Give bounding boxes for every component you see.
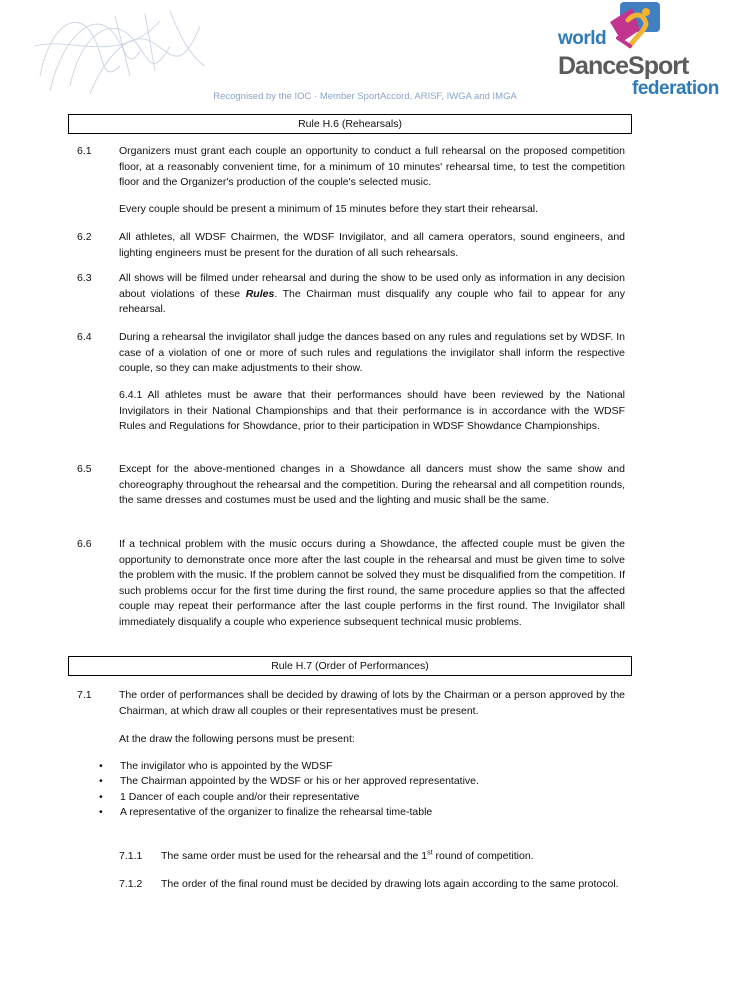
subitem-number: 7.1.2 (119, 878, 143, 890)
paragraph-6-1: Organizers must grant each couple an opportunity to conduct a full rehearsal on the proposed competition floor, at a reasonably convenient time, for a minimum of 10 minutes' rehearsal time, to test the competition floor and the Organizer's production of the couple's selected music. (119, 145, 625, 188)
logo-dancesport-text: DanceSport (558, 52, 689, 80)
item-number: 6.6 (77, 538, 92, 550)
paragraph-7-1: The order of performances shall be decided by drawing of lots by the Chairman or a person approved by the Chairman, at which draw all couples or their representatives must be present. (119, 689, 625, 717)
item-number: 6.3 (77, 272, 92, 284)
paragraph-6-3 (119, 271, 625, 318)
paragraph-6-3-text-after: . The Chairman must disqualify any couple who fail to appear for any rehearsal. (119, 287, 626, 315)
dancer-emblem-icon (600, 2, 662, 54)
paragraph-6-4: During a rehearsal the invigilator shall judge the dances based on any rules and regulations set by WDSF. In case of a violation of one or more of such rules and regulations the invigilator shall inform the respective couple, so they can make adjustments to their show. (119, 331, 625, 374)
bullet-item: The invigilator who is appointed by the WDSF (120, 760, 333, 772)
paragraph-7-1-1 (161, 849, 625, 865)
bullet-item: The Chairman appointed by the WDSF or his or her approved representative. (120, 775, 479, 787)
ordinal-superscript: st (427, 849, 433, 857)
recognition-line: Recognised by the IOC · Member SportAccord, ARISF, IWGA and IMGA (213, 91, 517, 102)
draw-intro: At the draw the following persons must be present: (119, 733, 355, 745)
paragraph-6-5: Except for the above-mentioned changes in a Showdance all dancers must show the same show and choreography throughout the rehearsal and the competition. During the rehearsal and all competition rounds, the same dresses and costumes must be used and the lighting and music shall be the same. (119, 463, 625, 506)
rule-h6-heading: Rule H.6 (Rehearsals) (68, 114, 632, 134)
logo-federation-text: federation (632, 78, 719, 99)
decorative-line-art (30, 6, 210, 96)
bullet-icon: • (99, 760, 103, 772)
rule-h7-heading: Rule H.7 (Order of Performances) (68, 656, 632, 676)
bullet-icon: • (99, 791, 103, 803)
item-number: 6.2 (77, 231, 92, 243)
paragraph-6-2: All athletes, all WDSF Chairmen, the WDSF Invigilator, and all camera operators, sound engineers, and lighting engineers must be present for the duration of all such rehearsals. (119, 231, 625, 259)
paragraph-7-1-1-after: round of competition. (432, 850, 534, 862)
paragraph-6-4-1: 6.4.1 All athletes must be aware that their performances should have been reviewed by the National Invigilators in their National Championships and that their performance is in accordance with the WDSF Rules and Regulations for Showdance, prior to their participation in WDSF Showdance Championships. (119, 389, 625, 432)
bullet-icon: • (99, 775, 103, 787)
subitem-number: 7.1.1 (119, 850, 143, 862)
bullet-icon: • (99, 806, 103, 818)
item-number: 6.1 (77, 145, 92, 157)
bullet-item: A representative of the organizer to finalize the rehearsal time-table (120, 806, 433, 818)
item-number: 7.1 (77, 689, 92, 701)
paragraph-6-1-presence: Every couple should be present a minimum of 15 minutes before they start their rehearsal. (119, 203, 539, 215)
bullet-item: 1 Dancer of each couple and/or their representative (120, 791, 360, 803)
item-number: 6.5 (77, 463, 92, 475)
paragraph-7-1-2: The order of the final round must be decided by drawing lots again according to the same protocol. (161, 878, 619, 890)
logo-world-text: world (558, 28, 607, 49)
paragraph-6-3-text-before: All shows will be filmed under rehearsal and during the show to be used only as information in any decision about violations of these (119, 272, 625, 300)
rules-emphasis: Rules (245, 287, 275, 300)
item-number: 6.4 (77, 331, 92, 343)
paragraph-7-1-1-before: The same order must be used for the rehearsal and the 1 (161, 850, 428, 862)
paragraph-6-6: If a technical problem with the music occurs during a Showdance, the affected couple must be given the opportunity to demonstrate once more after the last couple in the rehearsal and must be given time to solve the problem with the music. If the problem cannot be solved they must be disqualified from the competition. If such problems occur for the first time during the first round, the same procedure applies so that the affected couple may repeat their performance after the last couple performs in the first round. The Invigilator shall immediately disqualify a couple who experience subsequent technical music problems. (119, 538, 625, 628)
